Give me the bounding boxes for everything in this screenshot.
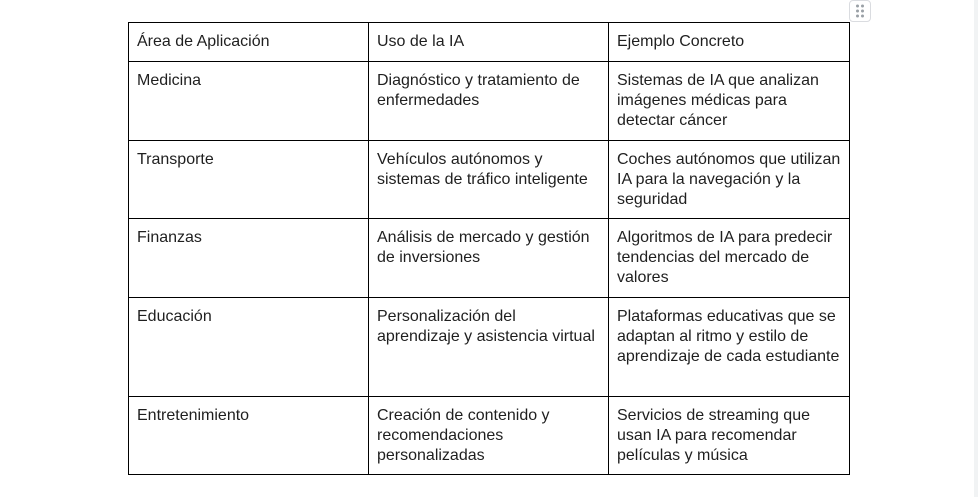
table-row xyxy=(129,298,850,397)
header-cell-ejemplo[interactable]: Ejemplo Concreto xyxy=(609,23,850,62)
table-cell[interactable]: Medicina xyxy=(129,62,369,141)
table-cell[interactable]: Algoritmos de IA para predecir tendencias del mercado de valores xyxy=(609,219,850,298)
table-cell[interactable]: Plataformas educativas que se adaptan al ritmo y estilo de aprendizaje de cada estudiante xyxy=(609,298,850,397)
table-cell[interactable]: Vehículos autónomos y sistemas de tráfico inteligente xyxy=(369,141,609,219)
table-header-row xyxy=(129,23,850,62)
table-cell[interactable]: Entretenimiento xyxy=(129,397,369,475)
table-cell[interactable]: Transporte xyxy=(129,141,369,219)
table-cell[interactable]: Coches autónomos que utilizan IA para la navegación y la seguridad xyxy=(609,141,850,219)
table-cell[interactable]: Personalización del aprendizaje y asistencia virtual xyxy=(369,298,609,397)
table-drag-handle[interactable] xyxy=(849,0,871,22)
table-cell[interactable]: Finanzas xyxy=(129,219,369,298)
table-row xyxy=(129,219,850,298)
table-cell[interactable]: Análisis de mercado y gestión de inversiones xyxy=(369,219,609,298)
table-row xyxy=(129,397,850,475)
table-row xyxy=(129,62,850,141)
table-cell[interactable]: Sistemas de IA que analizan imágenes médicas para detectar cáncer xyxy=(609,62,850,141)
table-cell[interactable]: Creación de contenido y recomendaciones personalizadas xyxy=(369,397,609,475)
table-cell[interactable]: Educación xyxy=(129,298,369,397)
table-cell[interactable]: Servicios de streaming que usan IA para recomendar películas y música xyxy=(609,397,850,475)
header-cell-area[interactable]: Área de Aplicación xyxy=(129,23,369,62)
header-cell-uso[interactable]: Uso de la IA xyxy=(369,23,609,62)
ai-applications-table xyxy=(128,22,850,475)
table-cell[interactable]: Diagnóstico y tratamiento de enfermedades xyxy=(369,62,609,141)
drag-handle-icon xyxy=(850,1,870,21)
scrollbar-track[interactable] xyxy=(974,0,978,497)
table-row xyxy=(129,141,850,219)
